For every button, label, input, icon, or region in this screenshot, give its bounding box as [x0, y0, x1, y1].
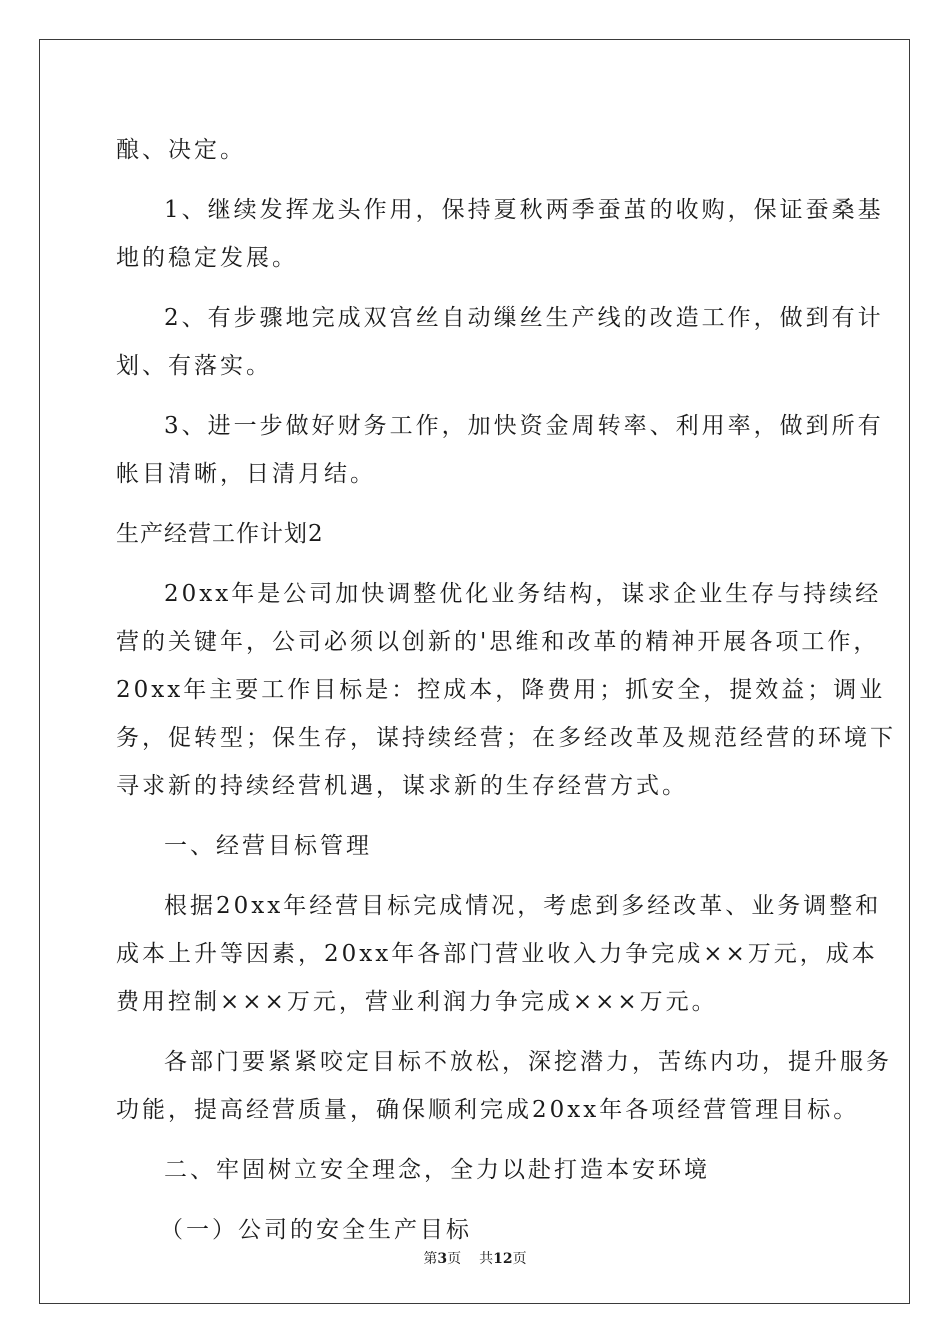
text-line: 1、继续发挥龙头作用，保持夏秋两季蚕茧的收购，保证蚕桑基	[164, 197, 884, 223]
paragraph-item-2	[116, 294, 884, 390]
total-pages: 12	[493, 1251, 513, 1267]
text-line: 3、进一步做好财务工作，加快资金周转率、利用率，做到所有	[164, 413, 884, 439]
text-line: 根据20xx年经营目标完成情况，考虑到多经改革、业务调整和	[164, 893, 882, 919]
text-line: （一）公司的安全生产目标	[160, 1217, 472, 1243]
paragraph-item-1	[116, 186, 884, 282]
paragraph-intro	[116, 570, 896, 810]
document-body	[116, 126, 896, 1254]
text-line: 帐目清晰，日清月结。	[116, 461, 376, 487]
page-suffix: 页	[447, 1251, 462, 1267]
paragraph-item-3	[116, 402, 884, 498]
text-line: 寻求新的持续经营机遇，谋求新的生存经营方式。	[116, 773, 688, 799]
section-heading	[116, 510, 836, 558]
text-line: 酿、决定。	[116, 137, 246, 163]
page-footer	[0, 1248, 950, 1268]
text-line: 务，促转型；保生存，谋持续经营；在多经改革及规范经营的环境下	[116, 725, 896, 751]
text-line: 划、有落实。	[116, 353, 272, 379]
text-line: 二、牢固树立安全理念，全力以赴打造本安环境	[164, 1157, 710, 1183]
subheading-1	[116, 822, 836, 870]
heading-text: 生产经营工作计划2	[116, 521, 324, 547]
text-line: 功能，提高经营质量，确保顺利完成20xx年各项经营管理目标。	[116, 1097, 860, 1123]
subheading-2	[116, 1146, 836, 1194]
paragraph-continuation	[116, 126, 836, 174]
total-prefix: 共	[479, 1251, 494, 1267]
paragraph-departments	[116, 1038, 892, 1134]
page-number: 3	[437, 1251, 448, 1267]
paragraph-targets	[116, 882, 882, 1026]
subheading-2-1	[116, 1206, 836, 1254]
text-line: 费用控制×××万元，营业利润力争完成×××万元。	[116, 989, 718, 1015]
text-line: 一、经营目标管理	[164, 833, 372, 859]
text-line: 营的关键年，公司必须以创新的'思维和改革的精神开展各项工作，	[116, 629, 880, 655]
total-suffix: 页	[512, 1251, 527, 1267]
text-line: 2、有步骤地完成双宫丝自动缫丝生产线的改造工作，做到有计	[164, 305, 884, 331]
text-line: 20xx年主要工作目标是：控成本，降费用；抓安全，提效益；调业	[116, 677, 886, 703]
text-line: 各部门要紧紧咬定目标不放松，深挖潜力，苦练内功，提升服务	[164, 1049, 892, 1075]
text-line: 地的稳定发展。	[116, 245, 298, 271]
text-line: 20xx年是公司加快调整优化业务结构，谋求企业生存与持续经	[164, 581, 882, 607]
text-line: 成本上升等因素，20xx年各部门营业收入力争完成××万元，成本	[116, 941, 878, 967]
page-prefix: 第	[423, 1251, 438, 1267]
